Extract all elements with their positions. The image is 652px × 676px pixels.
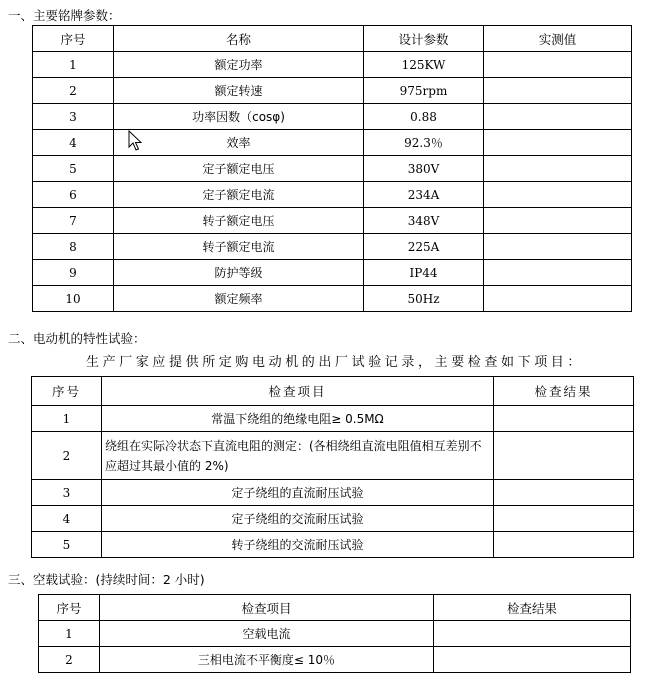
row-result <box>494 406 634 432</box>
row-measured-value <box>484 78 632 104</box>
row-design-value: 125KW <box>364 52 484 78</box>
row-item: 定子绕组的交流耐压试验 <box>102 506 494 532</box>
row-no: 8 <box>33 234 114 260</box>
row-no: 2 <box>39 647 100 673</box>
header-design: 设计参数 <box>364 26 484 52</box>
row-name: 转子额定电压 <box>114 208 364 234</box>
row-no: 1 <box>33 52 114 78</box>
table-row <box>33 52 632 78</box>
header-measured: 实测值 <box>484 26 632 52</box>
header-result: 检查结果 <box>434 595 631 621</box>
row-design-value: 348V <box>364 208 484 234</box>
table-header-row <box>39 595 631 621</box>
row-design-value: 234A <box>364 182 484 208</box>
characteristic-test-table <box>31 376 634 558</box>
row-name: 定子额定电流 <box>114 182 364 208</box>
no-load-test-table <box>38 594 631 673</box>
row-no: 9 <box>33 260 114 286</box>
row-no: 3 <box>32 480 102 506</box>
row-item: 常温下绕组的绝缘电阻≥ 0.5MΩ <box>102 406 494 432</box>
row-measured-value <box>484 104 632 130</box>
row-no: 10 <box>33 286 114 312</box>
table-row <box>33 234 632 260</box>
row-item: 转子绕组的交流耐压试验 <box>102 532 494 558</box>
row-result <box>494 480 634 506</box>
row-design-value: 50Hz <box>364 286 484 312</box>
row-design-value: 380V <box>364 156 484 182</box>
table-row <box>32 432 634 480</box>
row-design-value: 0.88 <box>364 104 484 130</box>
header-result: 检查结果 <box>494 377 634 406</box>
section2-title: 二、电动机的特性试验： <box>8 331 146 346</box>
row-name: 效率 <box>114 130 364 156</box>
row-item: 定子绕组的直流耐压试验 <box>102 480 494 506</box>
row-measured-value <box>484 130 632 156</box>
table-row <box>33 78 632 104</box>
header-no: 序号 <box>33 26 114 52</box>
table-row <box>33 260 632 286</box>
table-row <box>32 480 634 506</box>
table-row <box>32 532 634 558</box>
header-no: 序号 <box>32 377 102 406</box>
row-no: 5 <box>32 532 102 558</box>
table-header-row <box>32 377 634 406</box>
row-result <box>494 532 634 558</box>
row-result <box>494 432 634 480</box>
row-no: 7 <box>33 208 114 234</box>
row-design-value: 975rpm <box>364 78 484 104</box>
row-item: 空载电流 <box>100 621 434 647</box>
row-name: 额定功率 <box>114 52 364 78</box>
row-measured-value <box>484 156 632 182</box>
row-result <box>434 647 631 673</box>
header-name: 名称 <box>114 26 364 52</box>
row-no: 3 <box>33 104 114 130</box>
section1-title: 一、主要铭牌参数： <box>8 8 121 23</box>
row-name: 转子额定电流 <box>114 234 364 260</box>
row-measured-value <box>484 52 632 78</box>
row-measured-value <box>484 234 632 260</box>
row-item: 绕组在实际冷状态下直流电阻的测定：(各相绕组直流电阻值相互差别不应超过其最小值的 2%) <box>102 432 494 480</box>
nameplate-table <box>32 25 632 312</box>
table-row <box>33 208 632 234</box>
table-row <box>33 130 632 156</box>
section2-note: 生产厂家应提供所定购电动机的出厂试验记录，主要检查如下项目： <box>86 355 585 370</box>
table-header-row <box>33 26 632 52</box>
table-row <box>33 104 632 130</box>
table-row <box>33 286 632 312</box>
row-no: 6 <box>33 182 114 208</box>
table-row <box>33 156 632 182</box>
header-item: 检查项目 <box>100 595 434 621</box>
row-result <box>434 621 631 647</box>
row-design-value: IP44 <box>364 260 484 286</box>
row-no: 4 <box>32 506 102 532</box>
row-measured-value <box>484 286 632 312</box>
row-name: 额定转速 <box>114 78 364 104</box>
row-no: 1 <box>39 621 100 647</box>
row-name: 额定频率 <box>114 286 364 312</box>
row-name: 定子额定电压 <box>114 156 364 182</box>
mouse-pointer-icon <box>128 130 142 152</box>
row-no: 1 <box>32 406 102 432</box>
row-no: 5 <box>33 156 114 182</box>
header-item: 检查项目 <box>102 377 494 406</box>
table-row <box>39 621 631 647</box>
table-row <box>33 182 632 208</box>
table-row <box>32 406 634 432</box>
section3-title: 三、空载试验：(持续时间：2 小时) <box>8 572 205 587</box>
header-no: 序号 <box>39 595 100 621</box>
row-name: 防护等级 <box>114 260 364 286</box>
row-design-value: 225A <box>364 234 484 260</box>
row-name: 功率因数（cosφ) <box>114 104 364 130</box>
row-measured-value <box>484 208 632 234</box>
row-no: 2 <box>33 78 114 104</box>
row-no: 2 <box>32 432 102 480</box>
row-design-value: 92.3％ <box>364 130 484 156</box>
row-item: 三相电流不平衡度≤ 10％ <box>100 647 434 673</box>
table-row <box>32 506 634 532</box>
row-measured-value <box>484 260 632 286</box>
row-measured-value <box>484 182 632 208</box>
table-row <box>39 647 631 673</box>
row-result <box>494 506 634 532</box>
row-no: 4 <box>33 130 114 156</box>
